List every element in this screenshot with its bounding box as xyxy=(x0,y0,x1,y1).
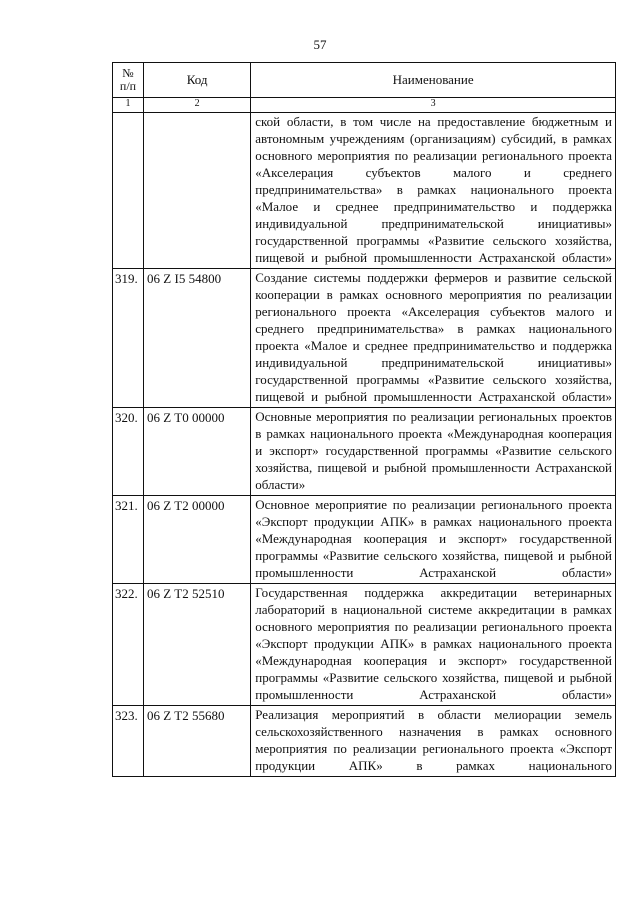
row-code: 06 Z T2 55680 xyxy=(144,706,251,777)
header-row xyxy=(113,63,616,98)
table-row xyxy=(113,706,616,777)
row-number: 320. xyxy=(113,408,144,496)
table-row xyxy=(113,408,616,496)
column-index: 3 xyxy=(251,98,616,113)
column-index: 1 xyxy=(113,98,144,113)
header-code: Код xyxy=(144,63,251,98)
row-name: Основное мероприятие по реализации регионального проекта «Экспорт продукции АПК» в рамках национального проекта «Международная кооперация и экспорт» государственной программы «Развитие сельского хозяйства, пищевой и рыбной промышленности Астраханской области» xyxy=(251,496,616,584)
row-code xyxy=(144,113,251,269)
page-number: 57 xyxy=(313,37,327,52)
row-number xyxy=(113,113,144,269)
header-name: Наименование xyxy=(251,63,616,98)
classification-table xyxy=(112,62,616,777)
table-row xyxy=(113,496,616,584)
row-name: Создание системы поддержки фермеров и развитие сельской кооперации в рамках основного мероприятия по реализации регионального проекта «Акселерация субъектов малого и среднего предпринимательства» в рамках национального проекта «Малое и среднее предпринимательство и поддержка индивидуальной предпринимательской инициативы» государственной программы «Развитие сельского хозяйства, пищевой и рыбной промышленности Астраханской области» xyxy=(251,269,616,408)
row-name: Реализация мероприятий в области мелиорации земель сельскохозяйственного назначения в рамках основного мероприятия по реализации регионального проекта «Экспорт продукции АПК» в рамках национального xyxy=(251,706,616,777)
table-row xyxy=(113,584,616,706)
column-index: 2 xyxy=(144,98,251,113)
row-name: Государственная поддержка аккредитации ветеринарных лабораторий в национальной системе аккредитации в рамках основного мероприятия по реализации регионального проекта «Экспорт продукции АПК» в рамках национального проекта «Международная кооперация и экспорт» государственной программы «Развитие сельского хозяйства, пищевой и рыбной промышленности Астраханской области» xyxy=(251,584,616,706)
header-number xyxy=(113,63,144,98)
row-name: Основные мероприятия по реализации региональных проектов в рамках национального проекта «Международная кооперация и экспорт» государственной программы «Развитие сельского хозяйства, пищевой и рыбной промышленности Астраханской области» xyxy=(251,408,616,496)
row-code: 06 Z I5 54800 xyxy=(144,269,251,408)
row-code: 06 Z T2 00000 xyxy=(144,496,251,584)
table-row xyxy=(113,269,616,408)
header-number-label: № п/п xyxy=(119,66,137,93)
row-name-continuation: ской области, в том числе на предоставление бюджетным и автономным учреждениям (организациям) субсидий, в рамках основного мероприятия по реализации регионального проекта «Акселерация субъектов малого и среднего предпринимательства» в рамках национального проекта «Малое и среднее предпринимательство и поддержка индивидуальной предпринимательской инициативы» государственной программы «Развитие сельского хозяйства, пищевой и рыбной промышленности Астраханской области» xyxy=(251,113,616,269)
row-number: 321. xyxy=(113,496,144,584)
table-row xyxy=(113,113,616,269)
row-code: 06 Z T0 00000 xyxy=(144,408,251,496)
row-number: 323. xyxy=(113,706,144,777)
row-number: 322. xyxy=(113,584,144,706)
column-index-row xyxy=(113,98,616,113)
row-number: 319. xyxy=(113,269,144,408)
row-code: 06 Z T2 52510 xyxy=(144,584,251,706)
